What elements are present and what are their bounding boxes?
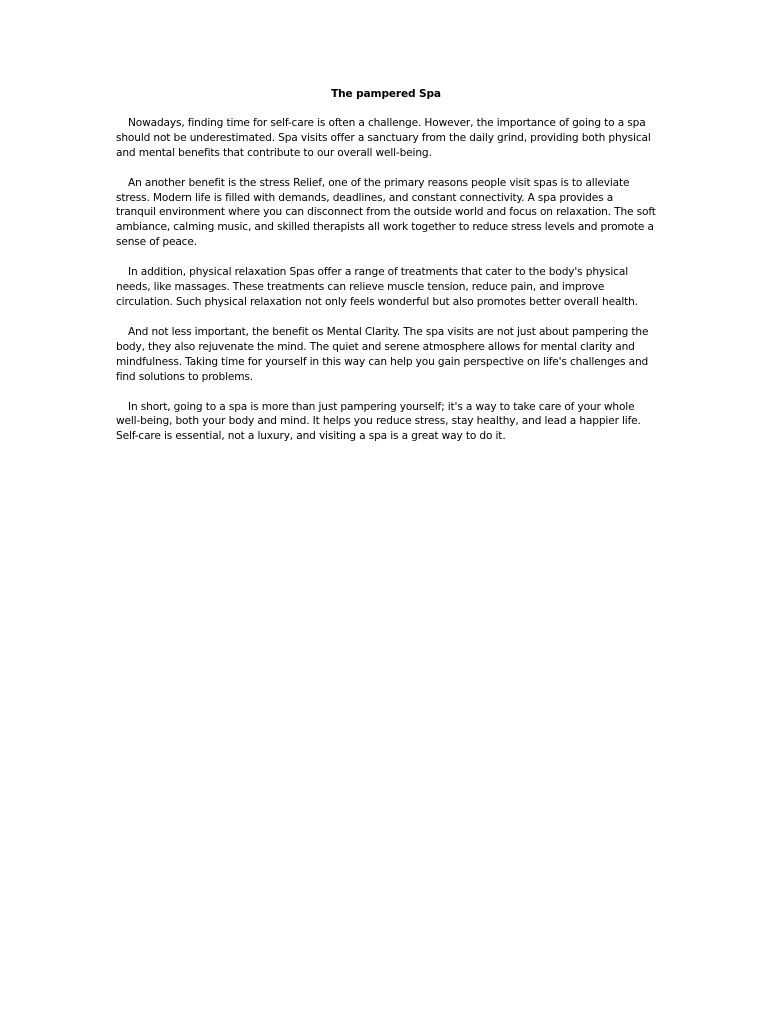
paragraph-stress-relief: An another benefit is the stress Relief, one of the primary reasons people visit spas is to alleviate stress. Modern life is filled with demands, deadlines, and constant connectivity. A spa provides a tranquil environment where you can disconnect from the outside world and focus on relaxation. The soft ambiance, calming music, and skilled therapists all work together to reduce stress levels and promote a sense of peace. — [116, 176, 656, 249]
paragraph-intro: Nowadays, finding time for self-care is often a challenge. However, the importance of going to a spa should not be underestimated. Spa visits offer a sanctuary from the daily grind, providing both physical and mental benefits that contribute to our overall well-being. — [116, 116, 651, 159]
document-title: The pampered Spa — [331, 88, 441, 100]
paragraph-physical-relaxation: In addition, physical relaxation Spas offer a range of treatments that cater to the body's physical needs, like massages. These treatments can relieve muscle tension, reduce pain, and improve circulation. Such physical relaxation not only feels wonderful but also promotes better overall health. — [116, 266, 638, 308]
paragraph-conclusion: In short, going to a spa is more than just pampering yourself; it's a way to take care of your whole well-being, both your body and mind. It helps you reduce stress, stay healthy, and lead a happier life. Self-care is essential, not a luxury, and visiting a spa is a great way to do it. — [116, 400, 641, 443]
document-body — [116, 87, 656, 459]
paragraph-mental-clarity: And not less important, the benefit os Mental Clarity. The spa visits are not just about pampering the body, they also rejuvenate the mind. The quiet and serene atmosphere allows for mental clarity and mindfulness. Taking time for yourself in this way can help you gain perspective on life's challenges and find solutions to problems. — [116, 325, 649, 383]
